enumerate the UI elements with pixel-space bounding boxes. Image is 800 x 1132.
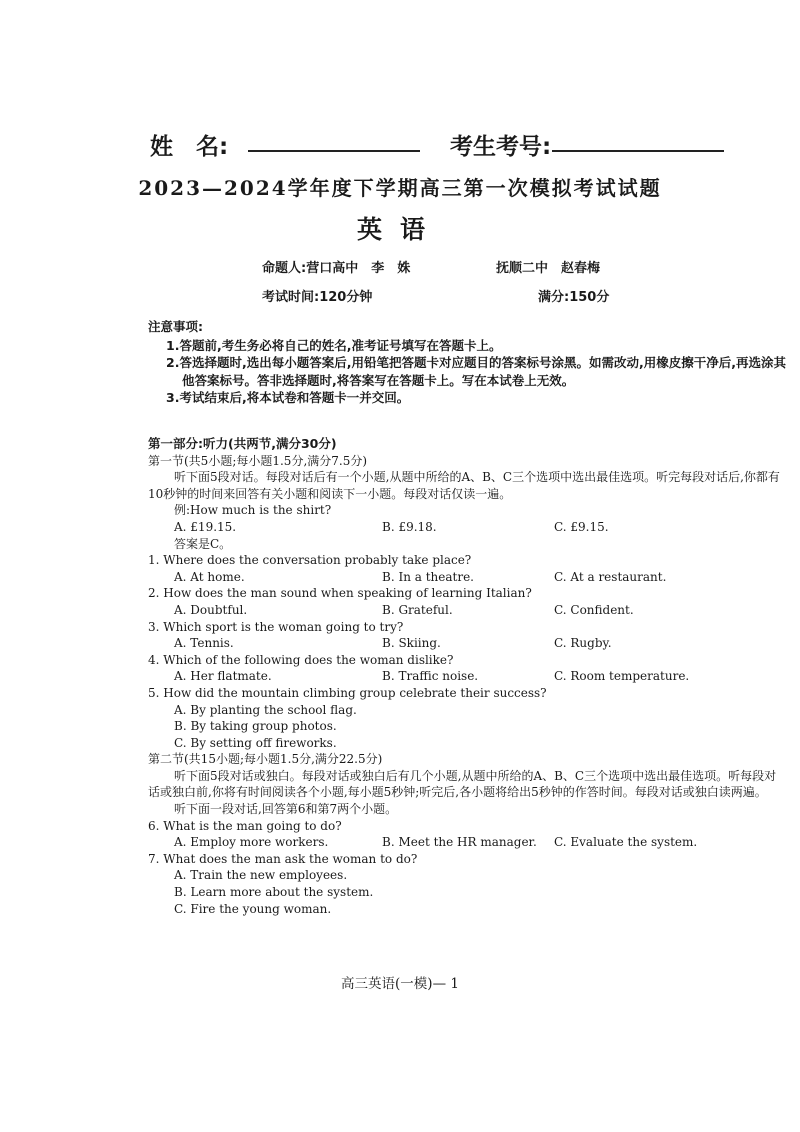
option-a: A. Train the new employees. bbox=[174, 868, 348, 883]
header-row bbox=[150, 128, 730, 158]
part1-heading: 第一部分:听力(共两节,满分30分) bbox=[148, 436, 337, 451]
notes-heading: 注意事项: bbox=[148, 319, 203, 334]
question-text: 7. What does the man ask the woman to do? bbox=[148, 851, 418, 866]
note-item: 2.答选择题时,选出每小题答案后,用铅笔把答题卡对应题目的答案标号涂黑。如需改动,用橡皮擦干净后,再选涂其他答案标号。答非选择题时,将答案写在答题卡上。写在本试卷上无效。 bbox=[166, 355, 786, 388]
exam-time: 考试时间:120分钟 bbox=[262, 290, 373, 305]
page-footer: 高三英语(一模)— 1 bbox=[341, 976, 459, 992]
option-b: B. In a theatre. bbox=[382, 569, 474, 584]
option-b: B. Skiing. bbox=[382, 636, 441, 651]
question-options bbox=[148, 569, 788, 586]
note-item: 3.考试结束后,将本试卷和答题卡一并交回。 bbox=[166, 390, 410, 405]
option-c: C. At a restaurant. bbox=[554, 569, 667, 584]
full-score: 满分:150分 bbox=[538, 290, 610, 305]
option-c: C. Evaluate the system. bbox=[554, 835, 698, 850]
note-item: 1.答题前,考生务必将自己的姓名,准考证号填写在答题卡上。 bbox=[166, 337, 502, 353]
option-a: A. By planting the school flag. bbox=[174, 702, 357, 717]
student-id-label: 考生考号: bbox=[450, 134, 552, 160]
subject-title: 英语 bbox=[356, 215, 443, 244]
question-text: 1. Where does the conversation probably take place? bbox=[148, 553, 472, 568]
option-a: A. Her flatmate. bbox=[174, 669, 272, 684]
option-b: B. Grateful. bbox=[382, 602, 453, 617]
question-text: 6. What is the man going to do? bbox=[148, 818, 342, 833]
option-b: B. Learn more about the system. bbox=[174, 885, 374, 900]
question-options bbox=[148, 668, 788, 685]
authors-right: 抚顺二中 赵春梅 bbox=[496, 261, 601, 276]
option-c: C. Fire the young woman. bbox=[174, 901, 332, 916]
option-b: B. Traffic noise. bbox=[382, 669, 479, 684]
option-a: A. Tennis. bbox=[174, 636, 234, 651]
option-a: A. Doubtful. bbox=[174, 602, 248, 617]
question-text: 3. Which sport is the woman going to try? bbox=[148, 619, 404, 634]
option-c: C. £9.15. bbox=[554, 519, 609, 534]
option-b: B. Meet the HR manager. bbox=[382, 835, 537, 850]
notes-block bbox=[148, 318, 788, 407]
section1-heading: 第一节(共5小题;每小题1.5分,满分7.5分) bbox=[148, 453, 368, 468]
example-question: 例:How much is the shirt? bbox=[174, 503, 332, 518]
question-text: 4. Which of the following does the woman dislike? bbox=[148, 652, 454, 667]
option-b: B. By taking group photos. bbox=[174, 719, 337, 734]
section2-heading: 第二节(共15小题;每小题1.5分,满分22.5分) bbox=[148, 752, 383, 767]
example-options bbox=[148, 519, 788, 536]
option-c: C. Room temperature. bbox=[554, 669, 690, 684]
option-a: A. £19.15. bbox=[174, 519, 237, 534]
exam-title: 2023—2024学年度下学期高三第一次模拟考试试题 bbox=[138, 176, 662, 200]
question-options bbox=[148, 635, 788, 652]
section2-instructions: 听下面5段对话或独白。每段对话或独白后有几个小题,从题中所给的A、B、C三个选项中选出最佳选项。听每段对话或独白前,你将有时间阅读各个小题,每小题5秒钟;听完后,各小题将给出5秒钟的作答时间。每段对话或独白读两遍。 bbox=[148, 768, 777, 800]
option-c: C. Rugby. bbox=[554, 636, 612, 651]
option-a: A. Employ more workers. bbox=[174, 835, 329, 850]
question-text: 2. How does the man sound when speaking of learning Italian? bbox=[148, 586, 532, 601]
section2-sub-instruction: 听下面一段对话,回答第6和第7两个小题。 bbox=[174, 802, 398, 817]
authors-left: 命题人:营口高中 李 姝 bbox=[262, 261, 411, 276]
question-options bbox=[148, 602, 788, 619]
option-b: B. £9.18. bbox=[382, 519, 437, 534]
listening-section bbox=[148, 436, 788, 917]
option-a: A. At home. bbox=[174, 569, 245, 584]
option-c: C. Confident. bbox=[554, 602, 634, 617]
name-blank-line bbox=[248, 150, 420, 152]
question-options bbox=[148, 834, 788, 851]
question-text: 5. How did the mountain climbing group celebrate their success? bbox=[148, 685, 547, 700]
student-id-blank-line bbox=[552, 150, 724, 152]
example-answer: 答案是C。 bbox=[174, 536, 232, 551]
name-label: 姓 名: bbox=[150, 134, 229, 160]
section1-instructions: 听下面5段对话。每段对话后有一个小题,从题中所给的A、B、C三个选项中选出最佳选项。听完每段对话后,你都有10秒钟的时间来回答有关小题和阅读下一小题。每段对话仅读一遍。 bbox=[148, 470, 780, 501]
option-c: C. By setting off fireworks. bbox=[174, 735, 337, 750]
